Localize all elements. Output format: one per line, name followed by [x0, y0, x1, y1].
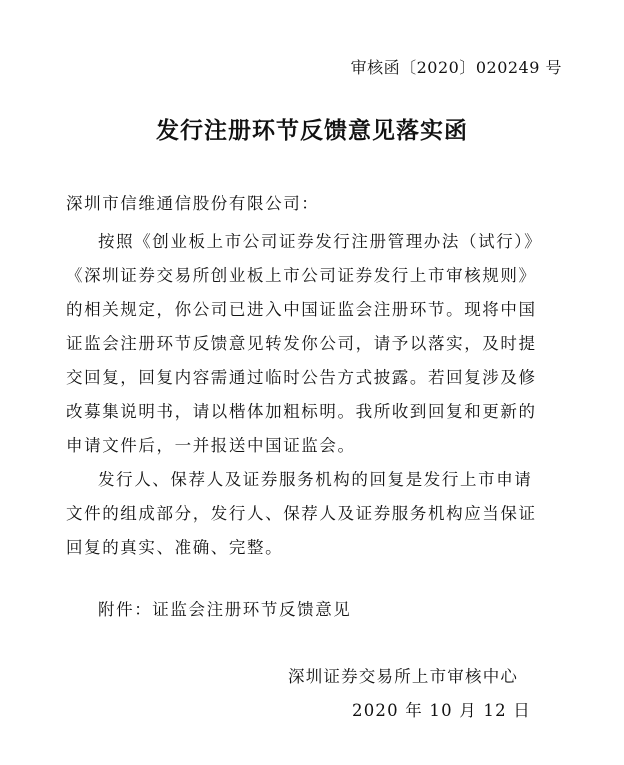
paragraph1-line: 证监会注册环节反馈意见转发你公司，请予以落实，及时提	[66, 334, 537, 353]
paragraph2-line: 文件的组成部分，发行人、保荐人及证券服务机构应当保证	[66, 504, 537, 523]
paragraph1-line: 申请文件后，一并报送中国证监会。	[66, 436, 356, 455]
paragraph1-line: 按照《创业板上市公司证券发行注册管理办法（试行）》	[98, 232, 543, 251]
attachment-note: 附件：证监会注册环节反馈意见	[98, 600, 352, 619]
paragraph2-line: 回复的真实、准确、完整。	[66, 538, 284, 557]
signature-date: 2020 年 10 月 12 日	[352, 701, 531, 720]
addressee: 深圳市信维通信股份有限公司：	[66, 194, 320, 213]
signature-organization: 深圳证券交易所上市审核中心	[288, 667, 519, 686]
paragraph2-line: 发行人、保荐人及证券服务机构的回复是发行上市申请	[98, 470, 533, 489]
paragraph1-line: 的相关规定，你公司已进入中国证监会注册环节。现将中国	[66, 300, 537, 319]
paragraph1-line: 改募集说明书，请以楷体加粗标明。我所收到回复和更新的	[66, 402, 537, 421]
paragraph1-line: 交回复，回复内容需通过临时公告方式披露。若回复涉及修	[66, 368, 537, 387]
paragraph1-line: 《深圳证券交易所创业板上市公司证券发行上市审核规则》	[66, 266, 537, 285]
document-number: 审核函〔2020〕020249 号	[350, 58, 562, 77]
document-title: 发行注册环节反馈意见落实函	[156, 117, 468, 144]
